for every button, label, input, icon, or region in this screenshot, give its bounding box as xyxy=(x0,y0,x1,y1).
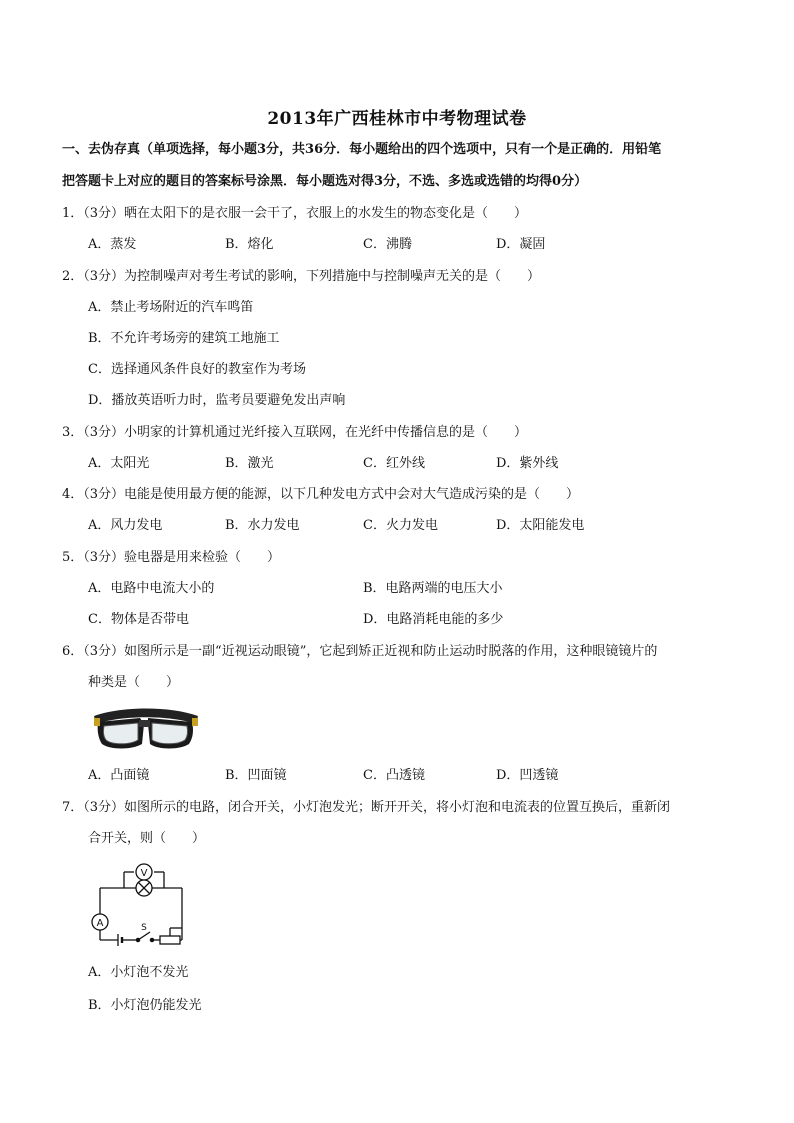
sports-glasses-figure xyxy=(92,704,200,752)
page-title: 2013年广西桂林市中考物理试卷 xyxy=(267,109,527,129)
question-4-option-b[interactable]: B．水力发电 xyxy=(225,518,300,533)
question-4-option-a[interactable]: A．风力发电 xyxy=(88,518,163,533)
question-3-stem: 3．（3分）小明家的计算机通过光纤接入互联网，在光纤中传播信息的是（ ） xyxy=(62,425,528,440)
question-5-option-a[interactable]: A．电路中电流大小的 xyxy=(88,581,215,596)
section-instructions-line1: 一、去伪存真（单项选择，每小题3分，共36分．每小题给出的四个选项中，只有一个是正确的．用铅笔 xyxy=(62,142,662,157)
question-3-option-a[interactable]: A．太阳光 xyxy=(88,456,150,471)
question-5-option-b[interactable]: B．电路两端的电压大小 xyxy=(363,581,503,596)
question-6-option-d[interactable]: D．凹透镜 xyxy=(496,768,559,783)
question-1-option-c[interactable]: C．沸腾 xyxy=(363,237,412,252)
switch-label: S xyxy=(141,923,147,933)
question-7-stem: 7．（3分）如图所示的电路，闭合开关，小灯泡发光；断开开关，将小灯泡和电流表的位置互换后，重新闭 xyxy=(62,800,671,815)
question-4-option-c[interactable]: C．火力发电 xyxy=(363,518,438,533)
question-1-option-d[interactable]: D．凝固 xyxy=(496,237,546,252)
question-6-stem-line2: 种类是（ ） xyxy=(88,675,180,690)
question-7-stem-line2: 合开关，则（ ） xyxy=(88,831,206,846)
circuit-diagram xyxy=(86,858,196,950)
question-5-option-d[interactable]: D．电路消耗电能的多少 xyxy=(363,612,504,627)
question-1-option-b[interactable]: B．熔化 xyxy=(225,237,274,252)
question-4-option-d[interactable]: D．太阳能发电 xyxy=(496,518,585,533)
question-6-option-c[interactable]: C．凸透镜 xyxy=(363,768,425,783)
question-5-option-c[interactable]: C．物体是否带电 xyxy=(88,612,189,627)
question-3-option-b[interactable]: B．激光 xyxy=(225,456,274,471)
question-6-stem: 6．（3分）如图所示是一副“近视运动眼镜”，它起到矫正近视和防止运动时脱落的作用，这种眼镜镜片的 xyxy=(62,644,658,659)
question-4-stem: 4．（3分）电能是使用最方便的能源，以下几种发电方式中会对大气造成污染的是（ ） xyxy=(62,487,580,502)
question-7-option-a[interactable]: A．小灯泡不发光 xyxy=(88,965,189,980)
question-2-stem: 2．（3分）为控制噪声对考生考试的影响，下列措施中与控制噪声无关的是（ ） xyxy=(62,269,541,284)
question-2-option-d[interactable]: D．播放英语听力时，监考员要避免发出声响 xyxy=(88,393,346,408)
voltmeter-label: V xyxy=(140,868,148,879)
question-6-option-b[interactable]: B．凹面镜 xyxy=(225,768,287,783)
question-1-option-a[interactable]: A．蒸发 xyxy=(88,237,137,252)
section-instructions-line2: 把答题卡上对应的题目的答案标号涂黑．每小题选对得3分，不选、多选或选错的均得0分） xyxy=(62,174,588,189)
question-1-stem: 1．（3分）晒在太阳下的是衣服一会干了，衣服上的水发生的物态变化是（ ） xyxy=(62,206,528,221)
question-2-option-a[interactable]: A．禁止考场附近的汽车鸣笛 xyxy=(88,300,254,315)
question-3-option-d[interactable]: D．紫外线 xyxy=(496,456,559,471)
question-7-option-b[interactable]: B．小灯泡仍能发光 xyxy=(88,998,202,1013)
question-5-stem: 5．（3分）验电器是用来检验（ ） xyxy=(62,550,281,565)
ammeter-label: A xyxy=(96,918,104,929)
question-3-option-c[interactable]: C．红外线 xyxy=(363,456,425,471)
question-2-option-b[interactable]: B．不允许考场旁的建筑工地施工 xyxy=(88,331,280,346)
question-2-option-c[interactable]: C．选择通风条件良好的教室作为考场 xyxy=(88,362,306,377)
question-6-option-a[interactable]: A．凸面镜 xyxy=(88,768,150,783)
